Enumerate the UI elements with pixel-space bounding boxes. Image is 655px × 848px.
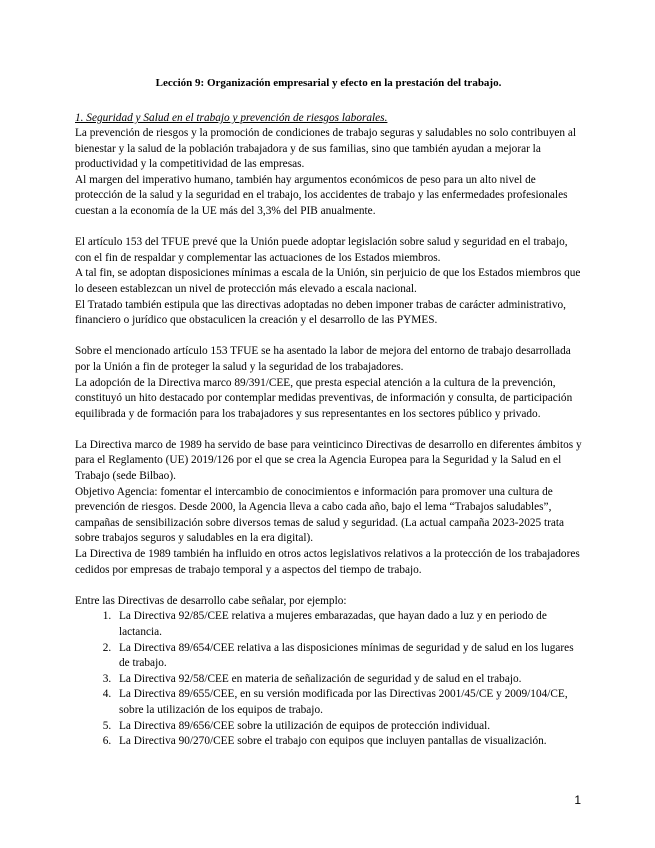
paragraph: El Tratado también estipula que las directivas adoptadas no deben imponer trabas de carácter administrativo, financiero o jurídico que obstaculicen la creación y el desarrollo de las PYMES. [75,298,566,327]
list-item: 6. La Directiva 90/270/CEE sobre el trabajo con equipos que incluyen pantallas de visualización. [114,734,582,750]
paragraph: Al margen del imperativo humano, también hay argumentos económicos de peso para un alto nivel de protección de la salud y la seguridad en el trabajo, los accidentes de trabajo y las enfermedades profesionales cuestan a la economía de la UE más del 3,3% del PIB anualmente. [75,173,568,217]
paragraph: Sobre el mencionado artículo 153 TFUE se ha asentado la labor de mejora del entorno de trabajo desarrollada por la Unión a fin de proteger la salud y la seguridad de los trabajadores. [75,345,571,373]
lesson-title: Lección 9: Organización empresarial y efecto en la prestación del trabajo. [155,77,502,89]
paragraph: La adopción de la Directiva marco 89/391/CEE, que presta especial atención a la cultura de la prevención, constituyó un hito destacado por contemplar medidas preventivas, de información y consulta, de participación equilibrada y de formación para los trabajadores y sus representantes en los sectores público y privado. [75,376,573,420]
paragraph: El artículo 153 del TFUE prevé que la Unión puede adoptar legislación sobre salud y seguridad en el trabajo, con el fin de respaldar y complementar las actuaciones de los Estados miembros. [75,236,568,264]
paragraph: A tal fin, se adoptan disposiciones mínimas a escala de la Unión, sin perjuicio de que los Estados miembros que lo deseen establezcan un nivel de protección más elevado a escala nacional. [75,267,581,295]
list-item: 1. La Directiva 92/85/CEE relativa a mujeres embarazadas, que hayan dado a luz y en periodo de lactancia. [114,609,582,640]
paragraph: La Directiva de 1989 también ha influido en otros actos legislativos relativos a la protección de los trabajadores cedidos por empresas de trabajo temporal y a aspectos del tiempo de trabajo. [75,548,580,576]
paragraph: La prevención de riesgos y la promoción de condiciones de trabajo seguras y saludables no solo contribuyen al bienestar y la salud de la población trabajadora y de sus familias, sino que también ayudan a mejorar la productividad y la competitividad de las empresas. [75,127,576,171]
list-item: 3. La Directiva 92/58/CEE en materia de señalización de seguridad y de salud en el trabajo. [114,672,582,688]
paragraph: La Directiva marco de 1989 ha servido de base para veinticinco Directivas de desarrollo en diferentes ámbitos y para el Reglamento (UE) 2019/126 por el que se crea la Agencia Europea para la Seguridad y la Salud en el Trabajo (sede Bilbao). [75,438,582,483]
list-intro: Entre las Directivas de desarrollo cabe señalar, por ejemplo: [75,594,347,607]
directives-list [75,609,582,749]
paragraph: Objetivo Agencia: fomentar el intercambio de conocimientos e información para promover una cultura de prevención de riesgos. Desde 2000, la Agencia lleva a cabo cada año, bajo el lema “Trabajos saludables”, campañas de sensibilización sobre diversos temas de salud y seguridad. (La actual campaña 2023-2025 trata sobre trabajos seguros y saludables en la era digital). [75,485,565,545]
list-item: 4. La Directiva 89/655/CEE, en su versión modificada por las Directivas 2001/45/CE y 2009/104/CE, sobre la utilización de los equipos de trabajo. [114,687,582,718]
page-number: 1 [574,793,581,807]
list-item: 5. La Directiva 89/656/CEE sobre la utilización de equipos de protección individual. [114,719,582,735]
section-heading: 1. Seguridad y Salud en el trabajo y prevención de riesgos laborales. [75,112,388,124]
list-item: 2. La Directiva 89/654/CEE relativa a las disposiciones mínimas de seguridad y de salud en los lugares de trabajo. [114,641,582,672]
